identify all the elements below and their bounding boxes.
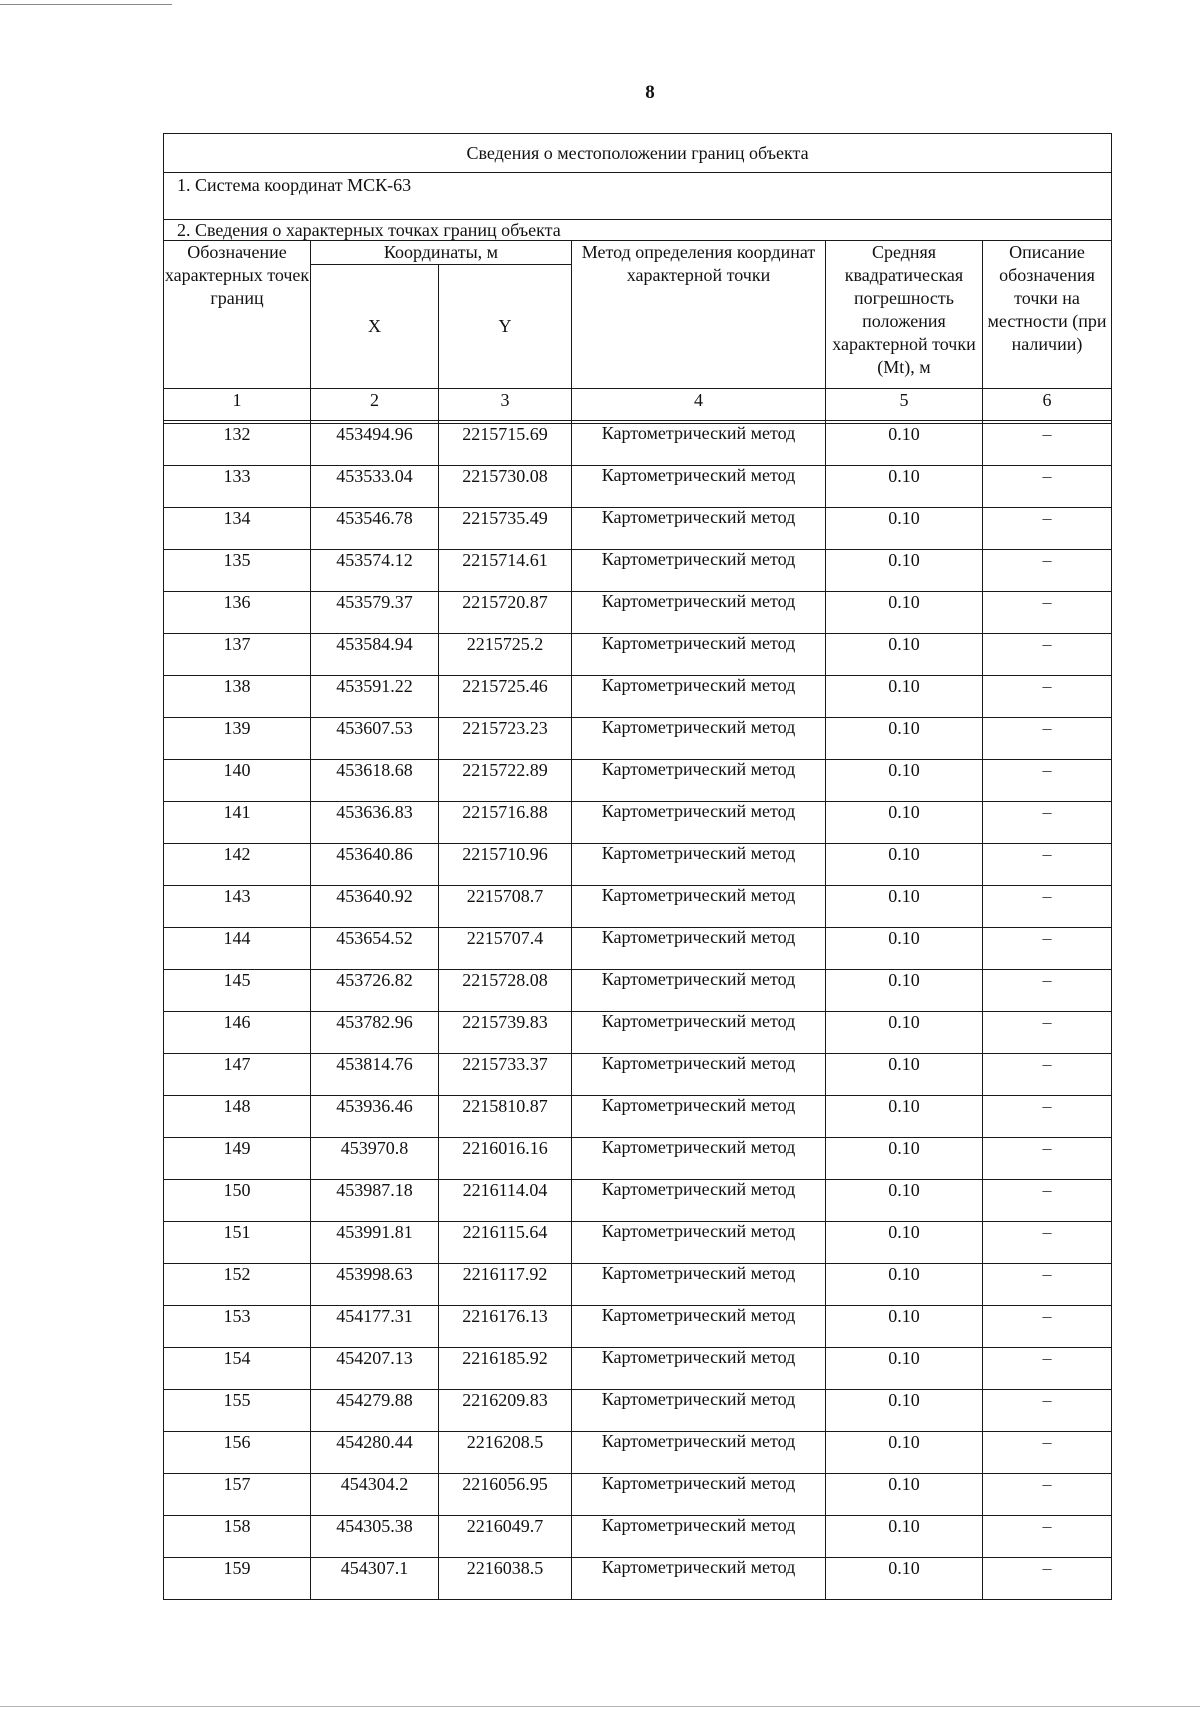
error-cell: 0.10 [826, 802, 983, 844]
y-coordinate-cell: 2216016.16 [439, 1138, 572, 1180]
y-coordinate-cell: 2215730.08 [439, 466, 572, 508]
table-row [164, 844, 1112, 886]
scan-edge-line-bottom [0, 1706, 1200, 1707]
y-coordinate-cell: 2215722.89 [439, 760, 572, 802]
header-error: Средняя квадратическая погрешность положения характерной точки (Mt), м [826, 241, 983, 389]
description-cell: – [983, 634, 1112, 676]
method-cell: Картометрический метод [572, 1054, 826, 1096]
page-number: 8 [645, 82, 655, 103]
method-cell: Картометрический метод [572, 718, 826, 760]
table-row [164, 886, 1112, 928]
y-coordinate-cell: 2216038.5 [439, 1558, 572, 1600]
error-cell: 0.10 [826, 466, 983, 508]
column-number: 2 [311, 389, 439, 421]
description-cell: – [983, 508, 1112, 550]
header-method: Метод определения координат характерной точки [572, 241, 826, 389]
table-row [164, 424, 1112, 466]
method-cell: Картометрический метод [572, 1096, 826, 1138]
method-cell: Картометрический метод [572, 1474, 826, 1516]
error-cell: 0.10 [826, 844, 983, 886]
table-title: Сведения о местоположении границ объекта [164, 134, 1112, 173]
method-cell: Картометрический метод [572, 1222, 826, 1264]
error-cell: 0.10 [826, 760, 983, 802]
table-row [164, 760, 1112, 802]
point-cell: 147 [164, 1054, 311, 1096]
point-cell: 142 [164, 844, 311, 886]
point-cell: 134 [164, 508, 311, 550]
x-coordinate-cell: 453640.92 [311, 886, 439, 928]
description-cell: – [983, 1558, 1112, 1600]
method-cell: Картометрический метод [572, 1348, 826, 1390]
method-cell: Картометрический метод [572, 634, 826, 676]
error-cell: 0.10 [826, 886, 983, 928]
point-cell: 141 [164, 802, 311, 844]
description-cell: – [983, 1264, 1112, 1306]
method-cell: Картометрический метод [572, 844, 826, 886]
x-coordinate-cell: 454307.1 [311, 1558, 439, 1600]
description-cell: – [983, 1096, 1112, 1138]
header-x: X [311, 265, 439, 389]
x-coordinate-cell: 453991.81 [311, 1222, 439, 1264]
point-cell: 151 [164, 1222, 311, 1264]
table-row [164, 1096, 1112, 1138]
x-coordinate-cell: 453987.18 [311, 1180, 439, 1222]
error-cell: 0.10 [826, 1138, 983, 1180]
method-cell: Картометрический метод [572, 802, 826, 844]
point-cell: 158 [164, 1516, 311, 1558]
error-cell: 0.10 [826, 634, 983, 676]
description-cell: – [983, 1348, 1112, 1390]
method-cell: Картометрический метод [572, 1012, 826, 1054]
y-coordinate-cell: 2216056.95 [439, 1474, 572, 1516]
point-cell: 159 [164, 1558, 311, 1600]
point-cell: 137 [164, 634, 311, 676]
point-cell: 138 [164, 676, 311, 718]
error-cell: 0.10 [826, 1054, 983, 1096]
column-number: 3 [439, 389, 572, 421]
method-cell: Картометрический метод [572, 1432, 826, 1474]
point-cell: 149 [164, 1138, 311, 1180]
y-coordinate-cell: 2215714.61 [439, 550, 572, 592]
y-coordinate-cell: 2215720.87 [439, 592, 572, 634]
table-row [164, 1264, 1112, 1306]
x-coordinate-cell: 453726.82 [311, 970, 439, 1012]
method-cell: Картометрический метод [572, 886, 826, 928]
y-coordinate-cell: 2216209.83 [439, 1390, 572, 1432]
x-coordinate-cell: 453782.96 [311, 1012, 439, 1054]
column-number: 6 [983, 389, 1112, 421]
coordinate-system-label: 1. Система координат МСК-63 [164, 173, 1112, 220]
header-point-designation: Обозначение характерных точек границ [164, 241, 311, 389]
y-coordinate-cell: 2215725.46 [439, 676, 572, 718]
error-cell: 0.10 [826, 1180, 983, 1222]
description-cell: – [983, 760, 1112, 802]
y-coordinate-cell: 2215723.23 [439, 718, 572, 760]
y-coordinate-cell: 2215716.88 [439, 802, 572, 844]
error-cell: 0.10 [826, 676, 983, 718]
y-coordinate-cell: 2215810.87 [439, 1096, 572, 1138]
point-cell: 136 [164, 592, 311, 634]
header-description: Описание обозначения точки на местности (при наличии) [983, 241, 1112, 389]
error-cell: 0.10 [826, 508, 983, 550]
table-row [164, 1306, 1112, 1348]
table-row [164, 1138, 1112, 1180]
table-row [164, 928, 1112, 970]
y-coordinate-cell: 2215728.08 [439, 970, 572, 1012]
error-cell: 0.10 [826, 424, 983, 466]
table-row [164, 1054, 1112, 1096]
y-coordinate-cell: 2216185.92 [439, 1348, 572, 1390]
y-coordinate-cell: 2215715.69 [439, 424, 572, 466]
description-cell: – [983, 1222, 1112, 1264]
x-coordinate-cell: 453936.46 [311, 1096, 439, 1138]
x-coordinate-cell: 453654.52 [311, 928, 439, 970]
error-cell: 0.10 [826, 1306, 983, 1348]
point-cell: 144 [164, 928, 311, 970]
point-cell: 143 [164, 886, 311, 928]
error-cell: 0.10 [826, 1222, 983, 1264]
x-coordinate-cell: 454279.88 [311, 1390, 439, 1432]
x-coordinate-cell: 453636.83 [311, 802, 439, 844]
error-cell: 0.10 [826, 550, 983, 592]
error-cell: 0.10 [826, 970, 983, 1012]
point-cell: 133 [164, 466, 311, 508]
coordinate-system-row [164, 173, 1112, 220]
method-cell: Картометрический метод [572, 1306, 826, 1348]
error-cell: 0.10 [826, 1348, 983, 1390]
method-cell: Картометрический метод [572, 1516, 826, 1558]
table-row [164, 1558, 1112, 1600]
description-cell: – [983, 802, 1112, 844]
table-row [164, 1222, 1112, 1264]
table-row [164, 1390, 1112, 1432]
description-cell: – [983, 928, 1112, 970]
table-row [164, 1432, 1112, 1474]
error-cell: 0.10 [826, 1264, 983, 1306]
x-coordinate-cell: 454177.31 [311, 1306, 439, 1348]
section-heading: 2. Сведения о характерных точках границ объекта [164, 220, 1112, 241]
method-cell: Картометрический метод [572, 928, 826, 970]
method-cell: Картометрический метод [572, 1138, 826, 1180]
y-coordinate-cell: 2216176.13 [439, 1306, 572, 1348]
table-row [164, 1348, 1112, 1390]
description-cell: – [983, 1432, 1112, 1474]
header-y: Y [439, 265, 572, 389]
error-cell: 0.10 [826, 1474, 983, 1516]
point-cell: 156 [164, 1432, 311, 1474]
y-coordinate-cell: 2216208.5 [439, 1432, 572, 1474]
x-coordinate-cell: 453970.8 [311, 1138, 439, 1180]
y-coordinate-cell: 2216115.64 [439, 1222, 572, 1264]
boundary-points-table [163, 133, 1112, 1600]
error-cell: 0.10 [826, 1096, 983, 1138]
x-coordinate-cell: 453618.68 [311, 760, 439, 802]
description-cell: – [983, 1054, 1112, 1096]
table-row [164, 718, 1112, 760]
table-row [164, 1012, 1112, 1054]
description-cell: – [983, 1306, 1112, 1348]
x-coordinate-cell: 453546.78 [311, 508, 439, 550]
description-cell: – [983, 424, 1112, 466]
table-row [164, 1516, 1112, 1558]
point-cell: 157 [164, 1474, 311, 1516]
point-cell: 153 [164, 1306, 311, 1348]
x-coordinate-cell: 453814.76 [311, 1054, 439, 1096]
x-coordinate-cell: 454305.38 [311, 1516, 439, 1558]
header-coordinates: Координаты, м [311, 241, 572, 265]
column-number: 5 [826, 389, 983, 421]
error-cell: 0.10 [826, 1390, 983, 1432]
table-row [164, 550, 1112, 592]
x-coordinate-cell: 454304.2 [311, 1474, 439, 1516]
error-cell: 0.10 [826, 592, 983, 634]
error-cell: 0.10 [826, 1012, 983, 1054]
table-row [164, 970, 1112, 1012]
column-number: 4 [572, 389, 826, 421]
description-cell: – [983, 466, 1112, 508]
method-cell: Картометрический метод [572, 1558, 826, 1600]
description-cell: – [983, 592, 1112, 634]
table-body [164, 134, 1112, 1600]
y-coordinate-cell: 2215708.7 [439, 886, 572, 928]
description-cell: – [983, 1390, 1112, 1432]
method-cell: Картометрический метод [572, 1264, 826, 1306]
y-coordinate-cell: 2215735.49 [439, 508, 572, 550]
method-cell: Картометрический метод [572, 1180, 826, 1222]
point-cell: 154 [164, 1348, 311, 1390]
y-coordinate-cell: 2216049.7 [439, 1516, 572, 1558]
x-coordinate-cell: 454207.13 [311, 1348, 439, 1390]
description-cell: – [983, 1138, 1112, 1180]
point-cell: 140 [164, 760, 311, 802]
table-row [164, 802, 1112, 844]
method-cell: Картометрический метод [572, 760, 826, 802]
method-cell: Картометрический метод [572, 508, 826, 550]
point-cell: 145 [164, 970, 311, 1012]
table-row [164, 676, 1112, 718]
method-cell: Картометрический метод [572, 592, 826, 634]
x-coordinate-cell: 453579.37 [311, 592, 439, 634]
y-coordinate-cell: 2215707.4 [439, 928, 572, 970]
point-cell: 152 [164, 1264, 311, 1306]
error-cell: 0.10 [826, 928, 983, 970]
table-row [164, 1474, 1112, 1516]
table-row [164, 592, 1112, 634]
description-cell: – [983, 1516, 1112, 1558]
point-cell: 135 [164, 550, 311, 592]
x-coordinate-cell: 453640.86 [311, 844, 439, 886]
method-cell: Картометрический метод [572, 676, 826, 718]
table-row [164, 508, 1112, 550]
point-cell: 139 [164, 718, 311, 760]
description-cell: – [983, 550, 1112, 592]
table-row [164, 466, 1112, 508]
description-cell: – [983, 1474, 1112, 1516]
y-coordinate-cell: 2215710.96 [439, 844, 572, 886]
x-coordinate-cell: 453584.94 [311, 634, 439, 676]
x-coordinate-cell: 453998.63 [311, 1264, 439, 1306]
x-coordinate-cell: 454280.44 [311, 1432, 439, 1474]
description-cell: – [983, 844, 1112, 886]
description-cell: – [983, 676, 1112, 718]
description-cell: – [983, 1180, 1112, 1222]
error-cell: 0.10 [826, 718, 983, 760]
y-coordinate-cell: 2215733.37 [439, 1054, 572, 1096]
x-coordinate-cell: 453591.22 [311, 676, 439, 718]
x-coordinate-cell: 453494.96 [311, 424, 439, 466]
error-cell: 0.10 [826, 1558, 983, 1600]
point-cell: 150 [164, 1180, 311, 1222]
y-coordinate-cell: 2215725.2 [439, 634, 572, 676]
column-number: 1 [164, 389, 311, 421]
method-cell: Картометрический метод [572, 1390, 826, 1432]
description-cell: – [983, 886, 1112, 928]
y-coordinate-cell: 2215739.83 [439, 1012, 572, 1054]
point-cell: 148 [164, 1096, 311, 1138]
error-cell: 0.10 [826, 1432, 983, 1474]
y-coordinate-cell: 2216114.04 [439, 1180, 572, 1222]
header-row [164, 241, 1112, 265]
column-number-row [164, 389, 1112, 421]
table-row [164, 634, 1112, 676]
point-cell: 132 [164, 424, 311, 466]
description-cell: – [983, 718, 1112, 760]
description-cell: – [983, 1012, 1112, 1054]
scan-edge-line-top [0, 4, 172, 5]
x-coordinate-cell: 453533.04 [311, 466, 439, 508]
method-cell: Картометрический метод [572, 550, 826, 592]
point-cell: 155 [164, 1390, 311, 1432]
point-cell: 146 [164, 1012, 311, 1054]
y-coordinate-cell: 2216117.92 [439, 1264, 572, 1306]
method-cell: Картометрический метод [572, 424, 826, 466]
table-row [164, 1180, 1112, 1222]
table-title-row [164, 134, 1112, 173]
method-cell: Картометрический метод [572, 466, 826, 508]
x-coordinate-cell: 453574.12 [311, 550, 439, 592]
x-coordinate-cell: 453607.53 [311, 718, 439, 760]
method-cell: Картометрический метод [572, 970, 826, 1012]
description-cell: – [983, 970, 1112, 1012]
error-cell: 0.10 [826, 1516, 983, 1558]
section-heading-row [164, 220, 1112, 241]
